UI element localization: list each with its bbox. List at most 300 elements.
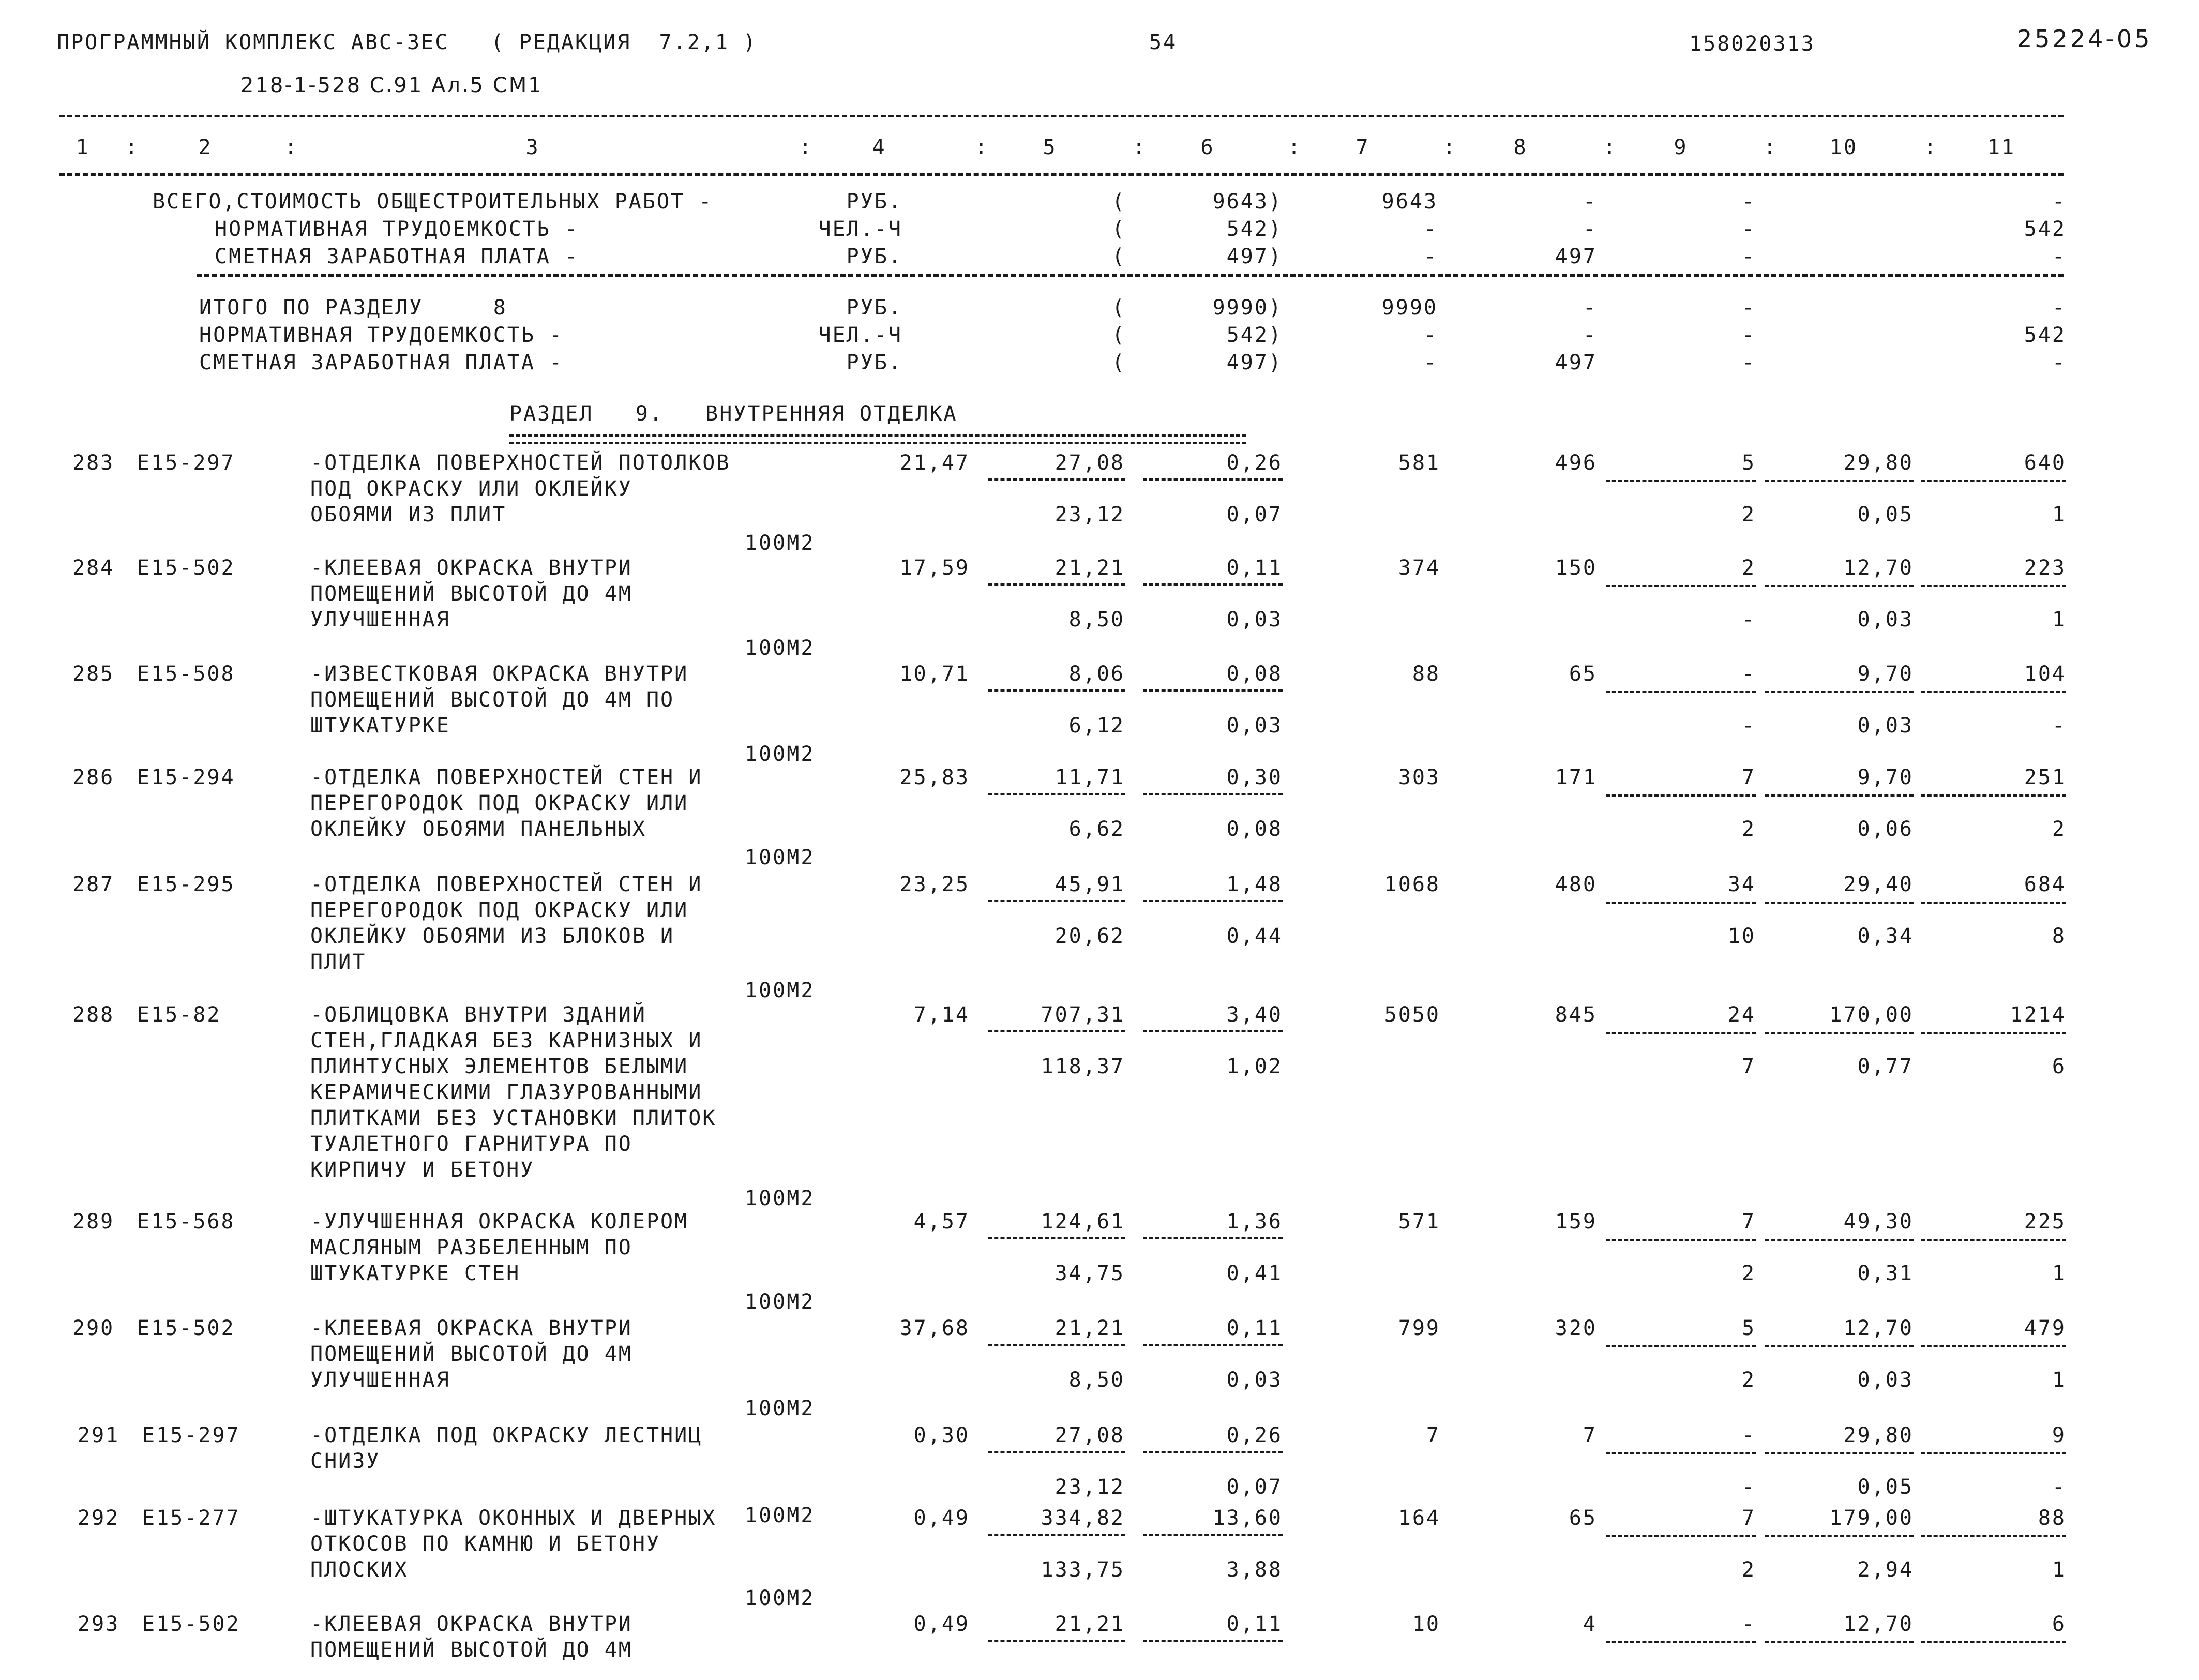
entry-col9-secondary: 2: [1741, 503, 1756, 527]
entry-quantity: 21,47: [899, 451, 970, 475]
entry-col10-secondary: 0,03: [1857, 1368, 1914, 1392]
summary-col9: -: [1741, 351, 1756, 374]
entry-unit: 100М2: [745, 742, 815, 766]
entry-col11: 640: [2024, 451, 2066, 475]
entry-description-line: ПОМЕЩЕНИЙ ВЫСОТОЙ ДО 4М: [310, 582, 632, 606]
cell-rule: [1765, 1452, 1914, 1454]
cell-rule: [988, 478, 1125, 481]
entry-unit-cost: 27,08: [1055, 1423, 1125, 1447]
column-header-8: 8: [1513, 136, 1528, 159]
column-header-9: 9: [1674, 136, 1688, 159]
column-separator: :: [125, 136, 140, 159]
entry-col10: 179,00: [1829, 1506, 1914, 1530]
entry-col9-secondary: 2: [1741, 1262, 1756, 1285]
entry-col9: 34: [1727, 873, 1756, 896]
summary-value: 542): [1226, 217, 1283, 241]
cell-rule: [988, 689, 1125, 692]
entry-col9-secondary: -: [1741, 608, 1756, 632]
entry-col9: 2: [1741, 556, 1756, 580]
entry-col9: 7: [1741, 1506, 1756, 1530]
cell-rule: [1921, 480, 2066, 482]
summary-col8: -: [1583, 217, 1597, 241]
cell-rule: [1143, 1451, 1283, 1453]
entry-description-line: -КЛЕЕВАЯ ОКРАСКА ВНУТРИ: [310, 1316, 632, 1340]
entry-description-line: ПЛИТ: [310, 950, 367, 974]
entry-col9: 24: [1727, 1003, 1756, 1027]
cell-rule: [1921, 1345, 2066, 1347]
entry-number: 286: [72, 766, 115, 789]
handwritten-number: 25224-05: [2017, 25, 2152, 53]
cell-rule: [1143, 583, 1283, 586]
entry-col10-secondary: 0,77: [1857, 1055, 1914, 1078]
entry-quantity: 10,71: [899, 662, 970, 686]
entry-total: 571: [1398, 1210, 1440, 1234]
entry-salary-cost: 8,50: [1068, 1368, 1125, 1392]
entry-description-line: ШТУКАТУРКЕ: [310, 714, 450, 738]
entry-col9: 7: [1741, 766, 1756, 789]
summary-col11: -: [2052, 190, 2066, 214]
entry-col9-secondary: 10: [1727, 924, 1756, 948]
summary-col9: -: [1741, 296, 1756, 320]
section-title-underline: [509, 434, 1246, 444]
entry-col6: 0,11: [1226, 1612, 1283, 1636]
cell-rule: [1606, 794, 1756, 797]
cell-rule: [1606, 1535, 1756, 1537]
entry-number: 290: [72, 1316, 115, 1340]
entry-description-line: МАСЛЯНЫМ РАЗБЕЛЕННЫМ ПО: [310, 1236, 632, 1259]
entry-total: 303: [1398, 766, 1440, 789]
entry-col10-secondary: 0,03: [1857, 608, 1914, 632]
cell-rule: [1765, 1032, 1914, 1034]
document-code: 158020313: [1689, 32, 1815, 56]
entry-col11: 223: [2024, 556, 2066, 580]
entry-description-line: -ОТДЕЛКА ПОД ОКРАСКУ ЛЕСТНИЦ: [310, 1423, 703, 1447]
entry-number: 288: [72, 1003, 115, 1027]
cell-rule: [1143, 689, 1283, 692]
entry-col11: 104: [2024, 662, 2066, 686]
entry-col6: 0,08: [1226, 662, 1283, 686]
entry-description-line: ПЛИТКАМИ БЕЗ УСТАНОВКИ ПЛИТОК: [310, 1106, 717, 1130]
summary-col11: -: [2052, 351, 2066, 374]
entry-col8: 320: [1555, 1316, 1597, 1340]
summary-col9: -: [1741, 190, 1756, 214]
entry-description-line: ОТКОСОВ ПО КАМНЮ И БЕТОНУ: [310, 1532, 661, 1556]
entry-col8: 65: [1569, 1506, 1597, 1530]
entry-description-line: ШТУКАТУРКЕ СТЕН: [310, 1262, 521, 1285]
summary-col11: 542: [2024, 323, 2066, 347]
summary-paren: (: [1112, 217, 1126, 241]
cell-rule: [1143, 1030, 1283, 1032]
cell-rule: [1921, 794, 2066, 797]
entry-number: 289: [72, 1210, 115, 1234]
entry-col11: 88: [2038, 1506, 2066, 1530]
entry-col10-secondary: 0,05: [1857, 503, 1914, 527]
entry-col11: 6: [2052, 1612, 2066, 1636]
entry-salary-cost: 34,75: [1055, 1262, 1125, 1285]
entry-number: 291: [78, 1423, 120, 1447]
entry-col8: 480: [1555, 873, 1597, 896]
entry-description-line: СНИЗУ: [310, 1449, 381, 1473]
column-header-2: 2: [198, 136, 213, 159]
cell-rule: [1143, 793, 1283, 795]
entry-description-line: УЛУЧШЕННАЯ: [310, 1368, 450, 1392]
summary-col8: 497: [1555, 351, 1597, 374]
entry-description-line: УЛУЧШЕННАЯ: [310, 608, 450, 632]
entry-col11-secondary: 1: [2052, 1368, 2066, 1392]
summary-col7: 9990: [1381, 296, 1438, 320]
summary-col7: 9643: [1381, 190, 1438, 214]
entry-col9-secondary: 2: [1741, 817, 1756, 841]
entry-col9: -: [1741, 1612, 1756, 1636]
entry-description-line: ОКЛЕЙКУ ОБОЯМИ ПАНЕЛЬНЫХ: [310, 817, 646, 841]
entry-col8: 4: [1583, 1612, 1597, 1636]
column-separator: :: [1924, 136, 1938, 159]
entry-col8: 7: [1583, 1423, 1597, 1447]
entry-col6: 1,36: [1226, 1210, 1283, 1234]
entry-col11-secondary: 8: [2052, 924, 2066, 948]
entry-col11: 251: [2024, 766, 2066, 789]
entry-salary-cost: 6,12: [1068, 714, 1125, 738]
summary-value: 497): [1226, 245, 1283, 268]
entry-total: 10: [1412, 1612, 1440, 1636]
summary-unit: РУБ.: [846, 351, 902, 374]
summary-value: 9990): [1212, 296, 1283, 320]
column-header-3: 3: [525, 136, 540, 159]
entry-col11-secondary: 2: [2052, 817, 2066, 841]
entry-col8: 496: [1555, 451, 1597, 475]
column-header-6: 6: [1200, 136, 1215, 159]
table-header-rule: [59, 173, 2064, 176]
cell-rule: [1606, 1032, 1756, 1034]
summary-unit: ЧЕЛ.-Ч: [818, 217, 902, 241]
entry-col11-secondary: -: [2052, 1475, 2066, 1499]
entry-total: 5050: [1384, 1003, 1440, 1027]
entry-col10: 29,80: [1843, 451, 1914, 475]
cell-rule: [1606, 480, 1756, 482]
summary-paren: (: [1112, 245, 1126, 268]
entry-col9: 5: [1741, 1316, 1756, 1340]
entry-col8: 171: [1555, 766, 1597, 789]
cell-rule: [1606, 1641, 1756, 1643]
summary-col9: -: [1741, 217, 1756, 241]
entry-unit: 100М2: [745, 1504, 815, 1527]
summary-value: 497): [1226, 351, 1283, 374]
cell-rule: [1143, 1640, 1283, 1642]
entry-col10-secondary: 0,34: [1857, 924, 1914, 948]
entry-description-line: ОКЛЕЙКУ ОБОЯМИ ИЗ БЛОКОВ И: [310, 924, 675, 948]
entry-description-line: ПОМЕЩЕНИЙ ВЫСОТОЙ ДО 4М: [310, 1342, 632, 1366]
summary-col8: -: [1583, 323, 1597, 347]
section-title: РАЗДЕЛ 9. ВНУТРЕННЯЯ ОТДЕЛКА: [509, 402, 958, 426]
entry-salary-cost: 20,62: [1055, 924, 1125, 948]
entry-total: 581: [1398, 451, 1440, 475]
entry-col11: 9: [2052, 1423, 2066, 1447]
column-header-10: 10: [1829, 136, 1858, 159]
summary-col11: -: [2052, 245, 2066, 268]
entry-description-line: ПОМЕЩЕНИЙ ВЫСОТОЙ ДО 4М: [310, 1638, 632, 1662]
entry-quantity: 37,68: [899, 1316, 970, 1340]
entry-number: 284: [72, 556, 115, 580]
summary-col9: -: [1741, 245, 1756, 268]
entry-description-line: -ШТУКАТУРКА ОКОННЫХ И ДВЕРНЫХ: [310, 1506, 717, 1530]
entry-col6: 3,40: [1226, 1003, 1283, 1027]
summary-value: 9643): [1212, 190, 1283, 214]
cell-rule: [1143, 1237, 1283, 1239]
entry-col6: 0,26: [1226, 451, 1283, 475]
cell-rule: [1765, 480, 1914, 482]
entry-quantity: 0,49: [913, 1506, 970, 1530]
entry-col10: 170,00: [1829, 1003, 1914, 1027]
column-separator: :: [1288, 136, 1302, 159]
entry-number: 285: [72, 662, 115, 686]
entry-col8: 65: [1569, 662, 1597, 686]
column-separator: :: [1764, 136, 1778, 159]
entry-description-line: -ИЗВЕСТКОВАЯ ОКРАСКА ВНУТРИ: [310, 662, 689, 686]
entry-unit: 100М2: [745, 979, 815, 1002]
entry-description-line: ПОД ОКРАСКУ ИЛИ ОКЛЕЙКУ: [310, 477, 632, 501]
entry-unit: 100М2: [745, 1290, 815, 1314]
entry-description-line: СТЕН,ГЛАДКАЯ БЕЗ КАРНИЗНЫХ И: [310, 1029, 703, 1053]
entry-description-line: ПЛОСКИХ: [310, 1558, 409, 1582]
summary-col7: -: [1423, 245, 1438, 268]
entry-col8: 845: [1555, 1003, 1597, 1027]
cell-rule: [1921, 1452, 2066, 1454]
cell-rule: [1921, 691, 2066, 693]
entry-description-line: ПОМЕЩЕНИЙ ВЫСОТОЙ ДО 4М ПО: [310, 688, 675, 712]
summary-label: НОРМАТИВНАЯ ТРУДОЕМКОСТЬ -: [215, 217, 579, 241]
entry-col10: 29,40: [1843, 873, 1914, 896]
cell-rule: [1765, 902, 1914, 904]
summary-unit: ЧЕЛ.-Ч: [818, 323, 902, 347]
summary-unit: РУБ.: [846, 190, 902, 214]
summary-paren: (: [1112, 351, 1126, 374]
column-header-1: 1: [76, 136, 90, 159]
cell-rule: [1765, 794, 1914, 797]
entry-col11-secondary: 1: [2052, 608, 2066, 632]
entry-col10: 9,70: [1857, 662, 1914, 686]
entry-col9: 5: [1741, 451, 1756, 475]
entry-quantity: 0,49: [913, 1612, 970, 1636]
entry-col10: 12,70: [1843, 1316, 1914, 1340]
table-top-rule: [59, 115, 2064, 117]
entry-col11-secondary: 1: [2052, 1558, 2066, 1582]
entry-col11: 1214: [2010, 1003, 2066, 1027]
document-subtitle: 218-1-528 С.91 Ал.5 СМ1: [240, 73, 543, 97]
entry-code: Е15-294: [137, 766, 235, 789]
entry-description-line: КИРПИЧУ И БЕТОНУ: [310, 1158, 535, 1182]
entry-unit-cost: 21,21: [1055, 1316, 1125, 1340]
summary-label: СМЕТНАЯ ЗАРАБОТНАЯ ПЛАТА -: [215, 245, 579, 268]
entry-description-line: -ОТДЕЛКА ПОВЕРХНОСТЕЙ СТЕН И: [310, 873, 703, 896]
entry-col8: 159: [1555, 1210, 1597, 1234]
entry-col6: 0,26: [1226, 1423, 1283, 1447]
cell-rule: [988, 1030, 1125, 1032]
summary-unit: РУБ.: [846, 245, 902, 268]
entry-code: Е15-508: [137, 662, 235, 686]
entry-col9-secondary: 2: [1741, 1368, 1756, 1392]
cell-rule: [988, 1451, 1125, 1453]
entry-description-line: ПЕРЕГОРОДОК ПОД ОКРАСКУ ИЛИ: [310, 898, 689, 922]
cell-rule: [988, 1237, 1125, 1239]
cell-rule: [1765, 1239, 1914, 1241]
entry-unit: 100М2: [745, 1397, 815, 1420]
column-separator: :: [1603, 136, 1618, 159]
column-separator: :: [284, 136, 299, 159]
entry-unit-cost: 21,21: [1055, 556, 1125, 580]
cell-rule: [1765, 1345, 1914, 1347]
entry-quantity: 0,30: [913, 1423, 970, 1447]
entry-code: Е15-502: [137, 556, 235, 580]
entry-description-line: -УЛУЧШЕННАЯ ОКРАСКА КОЛЕРОМ: [310, 1210, 689, 1234]
entry-unit: 100М2: [745, 846, 815, 869]
entry-col11-secondary: 1: [2052, 503, 2066, 527]
cell-rule: [1606, 691, 1756, 693]
entry-description-line: КЕРАМИЧЕСКИМИ ГЛАЗУРОВАННЫМИ: [310, 1081, 703, 1104]
summary-col8: -: [1583, 296, 1597, 320]
entry-col6-secondary: 0,03: [1226, 714, 1283, 738]
summary-col9: -: [1741, 323, 1756, 347]
summary-col7: -: [1423, 217, 1438, 241]
cell-rule: [1921, 1239, 2066, 1241]
entry-unit-cost: 27,08: [1055, 451, 1125, 475]
entry-col9-secondary: 7: [1741, 1055, 1756, 1078]
entry-unit-cost: 707,31: [1041, 1003, 1125, 1027]
entry-quantity: 17,59: [899, 556, 970, 580]
entry-salary-cost: 133,75: [1041, 1558, 1125, 1582]
entry-col6: 0,30: [1226, 766, 1283, 789]
entry-col6: 1,48: [1226, 873, 1283, 896]
cell-rule: [1143, 478, 1283, 481]
cell-rule: [1606, 1345, 1756, 1347]
column-separator: :: [1443, 136, 1457, 159]
entry-unit-cost: 8,06: [1068, 662, 1125, 686]
summary-col11: 542: [2024, 217, 2066, 241]
entry-code: Е15-297: [142, 1423, 240, 1447]
entry-col6-secondary: 0,08: [1226, 817, 1283, 841]
entry-salary-cost: 6,62: [1068, 817, 1125, 841]
entry-col10: 12,70: [1843, 556, 1914, 580]
page-number: 54: [1149, 31, 1178, 54]
entry-description-line: ОБОЯМИ ИЗ ПЛИТ: [310, 503, 507, 527]
entry-unit-cost: 11,71: [1055, 766, 1125, 789]
entry-code: Е15-82: [137, 1003, 221, 1027]
summary-label: ИТОГО ПО РАЗДЕЛУ 8: [199, 296, 507, 320]
cell-rule: [1765, 1535, 1914, 1537]
cell-rule: [1606, 1452, 1756, 1454]
entry-quantity: 23,25: [899, 873, 970, 896]
program-header: ПРОГРАММНЫЙ КОМПЛЕКС АВС-3ЕС ( РЕДАКЦИЯ 7.2,1 ): [57, 31, 758, 54]
entry-unit: 100М2: [745, 636, 815, 660]
entry-col11: 225: [2024, 1210, 2066, 1234]
entry-unit: 100М2: [745, 531, 815, 555]
entry-unit-cost: 334,82: [1041, 1506, 1125, 1530]
entry-col6-secondary: 3,88: [1226, 1558, 1283, 1582]
cell-rule: [988, 583, 1125, 586]
entry-col10-secondary: 0,06: [1857, 817, 1914, 841]
entry-col9: -: [1741, 662, 1756, 686]
entry-description-line: ПЕРЕГОРОДОК ПОД ОКРАСКУ ИЛИ: [310, 791, 689, 815]
summary-col8: -: [1583, 190, 1597, 214]
entry-col10: 12,70: [1843, 1612, 1914, 1636]
summary-separator-rule: [197, 274, 2064, 277]
entry-col6: 0,11: [1226, 1316, 1283, 1340]
entry-description-line: -КЛЕЕВАЯ ОКРАСКА ВНУТРИ: [310, 1612, 632, 1636]
entry-number: 283: [72, 451, 115, 475]
entry-salary-cost: 23,12: [1055, 1475, 1125, 1499]
summary-paren: (: [1112, 323, 1126, 347]
entry-col11-secondary: -: [2052, 714, 2066, 738]
entry-total: 164: [1398, 1506, 1440, 1530]
entry-total: 799: [1398, 1316, 1440, 1340]
entry-quantity: 7,14: [913, 1003, 970, 1027]
entry-col9-secondary: -: [1741, 1475, 1756, 1499]
entry-col10-secondary: 0,03: [1857, 714, 1914, 738]
summary-paren: (: [1112, 190, 1126, 214]
cell-rule: [988, 793, 1125, 795]
entry-col6-secondary: 0,07: [1226, 503, 1283, 527]
summary-col7: -: [1423, 351, 1438, 374]
summary-col8: 497: [1555, 245, 1597, 268]
cell-rule: [1606, 585, 1756, 587]
entry-quantity: 25,83: [899, 766, 970, 789]
entry-col10-secondary: 0,31: [1857, 1262, 1914, 1285]
cell-rule: [1606, 1239, 1756, 1241]
entry-col6-secondary: 0,44: [1226, 924, 1283, 948]
cell-rule: [1921, 1535, 2066, 1537]
entry-code: Е15-502: [137, 1316, 235, 1340]
entry-col9: -: [1741, 1423, 1756, 1447]
entry-total: 374: [1398, 556, 1440, 580]
entry-salary-cost: 8,50: [1068, 608, 1125, 632]
cell-rule: [1921, 1032, 2066, 1034]
entry-col6-secondary: 1,02: [1226, 1055, 1283, 1078]
entry-col6-secondary: 0,03: [1226, 608, 1283, 632]
entry-col6-secondary: 0,03: [1226, 1368, 1283, 1392]
entry-col11-secondary: 6: [2052, 1055, 2066, 1078]
entry-description-line: -ОТДЕЛКА ПОВЕРХНОСТЕЙ ПОТОЛКОВ: [310, 451, 731, 475]
cell-rule: [1143, 1344, 1283, 1346]
entry-code: Е15-277: [142, 1506, 240, 1530]
entry-number: 293: [78, 1612, 120, 1636]
entry-col10: 29,80: [1843, 1423, 1914, 1447]
column-separator: :: [799, 136, 814, 159]
entry-total: 7: [1426, 1423, 1440, 1447]
entry-total: 88: [1412, 662, 1440, 686]
cell-rule: [1143, 900, 1283, 902]
entry-unit-cost: 45,91: [1055, 873, 1125, 896]
cell-rule: [1921, 585, 2066, 587]
cell-rule: [988, 1640, 1125, 1642]
column-header-5: 5: [1043, 136, 1057, 159]
entry-quantity: 4,57: [913, 1210, 970, 1234]
entry-col10-secondary: 2,94: [1857, 1558, 1914, 1582]
entry-unit-cost: 124,61: [1041, 1210, 1125, 1234]
entry-col11: 684: [2024, 873, 2066, 896]
entry-description-line: -ОБЛИЦОВКА ВНУТРИ ЗДАНИЙ: [310, 1003, 646, 1027]
summary-col11: -: [2052, 296, 2066, 320]
cell-rule: [1765, 1641, 1914, 1643]
entry-col6: 13,60: [1212, 1506, 1283, 1530]
entry-unit-cost: 21,21: [1055, 1612, 1125, 1636]
column-header-4: 4: [872, 136, 886, 159]
cell-rule: [1143, 1534, 1283, 1536]
entry-code: Е15-568: [137, 1210, 235, 1234]
entry-col10: 49,30: [1843, 1210, 1914, 1234]
entry-total: 1068: [1384, 873, 1440, 896]
summary-label: ВСЕГО,СТОИМОСТЬ ОБЩЕСТРОИТЕЛЬНЫХ РАБОТ -: [153, 190, 713, 214]
entry-col9: 7: [1741, 1210, 1756, 1234]
entry-salary-cost: 118,37: [1041, 1055, 1125, 1078]
